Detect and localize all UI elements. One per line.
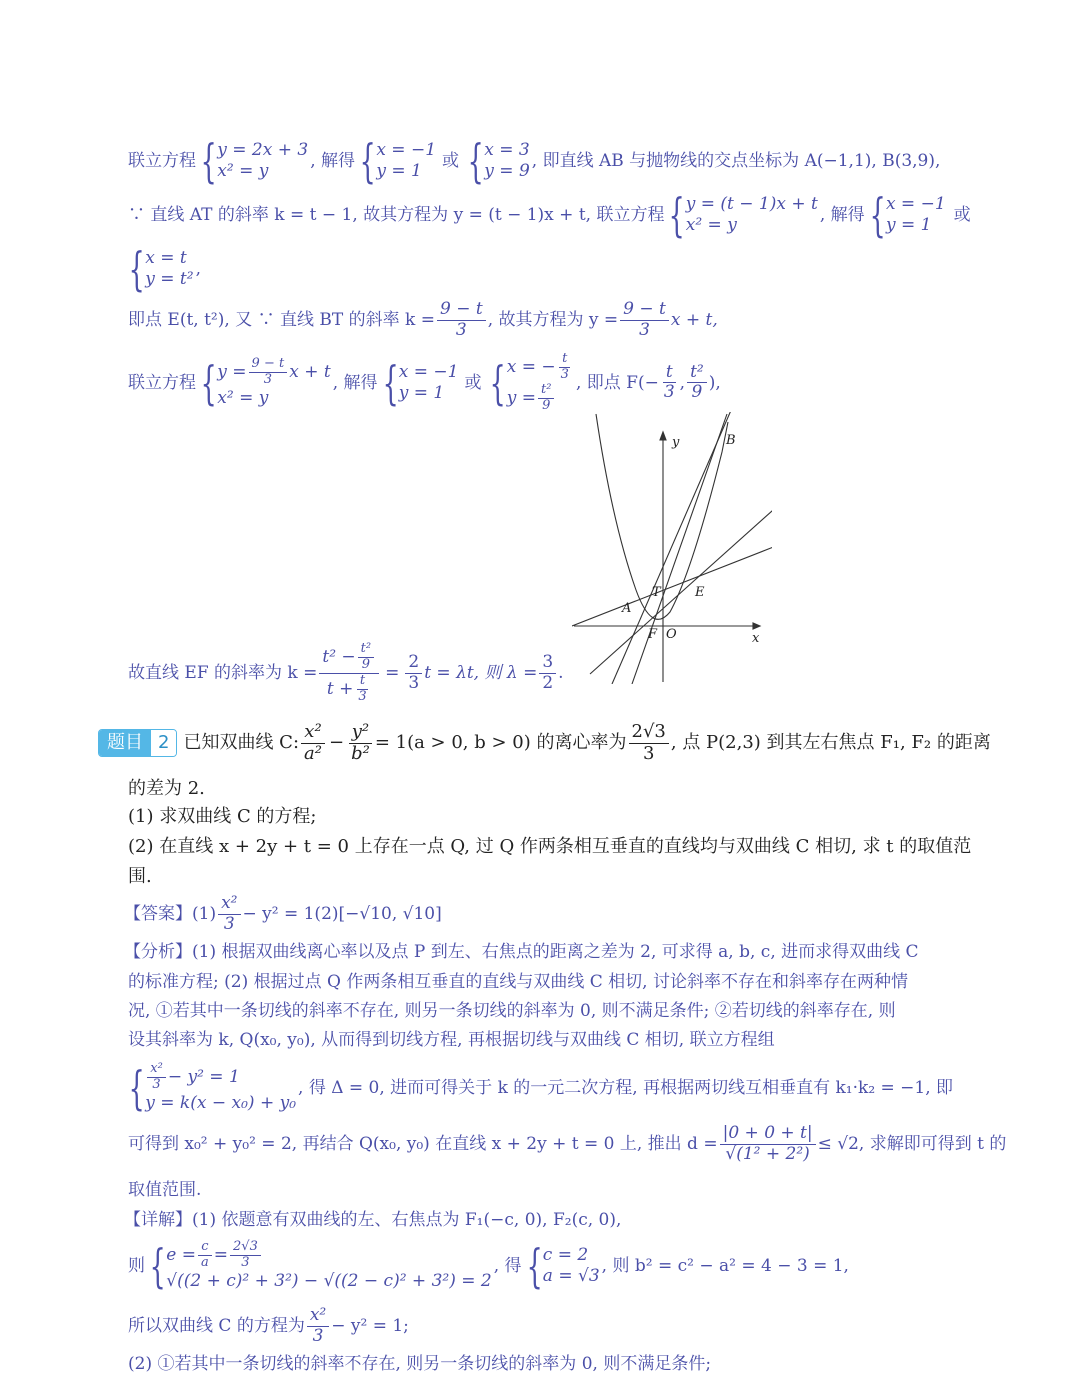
eq-row: y = 1 — [885, 215, 932, 235]
eq-row: x = −1 — [398, 361, 459, 382]
numerator: |0 + 0 + t| — [720, 1124, 816, 1145]
fraction — [230, 1240, 261, 1271]
eq-row — [166, 1240, 491, 1271]
numerator: t — [357, 674, 368, 690]
fraction — [147, 1062, 166, 1093]
text: t + — [326, 678, 354, 699]
text: 故直线 EF 的斜率为 k = — [128, 663, 318, 684]
text: t = λt, 则 λ = — [424, 663, 538, 684]
text: − y² = 1; — [331, 1315, 409, 1336]
denominator: a² — [304, 742, 322, 764]
tag-number: 2 — [151, 730, 176, 756]
text: = — [385, 663, 400, 684]
text: (2) 在直线 x + 2y + t = 0 上存在一点 Q, 过 Q 作两条相互垂直的直线均与双曲线 C 相切, 求 t 的取值范 — [128, 836, 972, 857]
numerator: 9 − t — [249, 357, 288, 373]
text: , 解得 — [332, 372, 378, 393]
analysis-line-3 — [128, 1001, 896, 1021]
text: y = — [506, 387, 537, 408]
text: 已知双曲线 C: — [183, 732, 300, 754]
numerator: 2 — [405, 653, 422, 674]
answer-label: 【答案】 — [124, 903, 192, 924]
denominator: 3 — [455, 319, 467, 340]
y-label: y — [672, 435, 680, 450]
text: 【分析】(1) 根据双曲线离心率以及点 P 到左、右焦点的距离之差为 2, 可求得 a, b, c, 进而求得双曲线 C — [124, 942, 919, 962]
text: 联立方程 — [128, 372, 196, 393]
text: , 得 — [493, 1255, 522, 1276]
line-ef — [632, 414, 727, 684]
line-ab — [572, 546, 772, 626]
text: 或 — [953, 204, 971, 225]
fraction — [198, 1240, 212, 1271]
eq-row — [507, 352, 574, 383]
point-a-label: A — [622, 601, 632, 616]
numerator: 2√3 — [629, 722, 669, 744]
question-2-part-2-cont — [128, 866, 152, 888]
text: 或 — [464, 372, 482, 393]
numerator: t — [559, 352, 570, 368]
denominator: 3 — [642, 742, 655, 764]
fraction — [218, 894, 240, 934]
text: , 解得 — [819, 204, 865, 225]
equation-system: { x = t y = t² — [128, 242, 194, 296]
fraction — [629, 722, 669, 764]
text: ≤ √2, 求解即可得到 t 的 — [817, 1133, 1007, 1154]
numerator: x² — [218, 894, 240, 915]
text: (1) — [192, 903, 217, 924]
denominator: 3 — [312, 1325, 324, 1346]
analysis-line-7 — [128, 1180, 201, 1200]
text: = 1(a > 0, b > 0) 的离心率为 — [374, 732, 627, 754]
fraction — [405, 653, 422, 693]
eq-row — [507, 383, 574, 414]
analysis-line-1 — [124, 942, 919, 962]
eq-row: a = √3 — [542, 1266, 600, 1287]
equation-system: { y = $\frac{9 - t}{3}$ x + t x² = y — [200, 355, 331, 410]
solution-line-2 — [128, 188, 971, 242]
equation-system: { y = (t − 1)x + t x² = y — [669, 188, 818, 242]
text: 的标准方程; (2) 根据过点 Q 作两条相互垂直的直线与双曲线 C 相切, 讨论斜率不存在和斜率存在两种情 — [128, 972, 908, 992]
equation-system: { x = −1 y = 1 — [359, 134, 437, 188]
text: , 点 P(2,3) 到其左右焦点 F₁, F₂ 的距离 — [670, 732, 991, 754]
eq-row: y = 2x + 3 — [217, 139, 309, 160]
parabola-graph — [572, 412, 772, 684]
text: 况, ①若其中一条切线的斜率不存在, 则另一条切线的斜率为 0, 则不满足条件; ②若切线的斜率存在, 则 — [128, 1001, 896, 1021]
numerator: x² — [147, 1062, 166, 1078]
numerator: t² — [538, 383, 554, 399]
text: x = − — [506, 356, 556, 377]
question-tag — [98, 729, 177, 757]
text: y = — [217, 361, 247, 382]
text: (1) 求双曲线 C 的方程; — [128, 806, 317, 827]
text: x + t — [289, 361, 331, 382]
solution-line-5: 联立方程 { y = $\frac{9 - t}{3}$ x + t x² = y , 解得 { x = −1 y = 1 或 { x = − $\frac{t}{3}$ y = $\frac{\text{t²}}{9}$ , 即点 F(− $\frac{t}{3}$ , $\frac{\text{t²}}{9}$ ), — [128, 351, 721, 413]
equation-system: { x = 3 y = 9 — [467, 134, 530, 188]
numerator: t² — [358, 642, 374, 658]
eq-row: y = k(x − x₀) + y₀ — [145, 1092, 297, 1113]
solution-line-4 — [128, 300, 718, 340]
text: = — [213, 1244, 229, 1265]
text: 【详解】(1) 依题意有双曲线的左、右焦点为 F₁(−c, 0), F₂(c, 0), — [124, 1210, 622, 1230]
text: e = — [166, 1244, 196, 1265]
detail-line-3 — [128, 1306, 409, 1346]
denominator: 3 — [408, 672, 420, 693]
denominator: √(1² + 2²) — [725, 1143, 810, 1164]
eq-row: y = 1 — [398, 382, 445, 403]
y-axis-arrow — [660, 432, 666, 440]
text: x + t, — [670, 309, 718, 330]
text: 或 — [442, 150, 460, 171]
equation-system: { x = −1 y = 1 — [382, 355, 459, 410]
analysis-line-6 — [128, 1124, 1006, 1164]
fraction — [355, 674, 369, 705]
answer-line — [124, 894, 442, 934]
text: 取值范围. — [128, 1180, 202, 1200]
text: (2) ①若其中一条切线的斜率不存在, 则另一条切线的斜率为 0, 则不满足条件; — [128, 1354, 712, 1374]
fraction — [319, 642, 379, 705]
numerator: 9 − t — [437, 300, 486, 321]
equation-system: { $\frac{\text{x²}}{3}$ − y² = 1 y = k(x − x₀) + y₀ — [128, 1061, 297, 1116]
text: 所以双曲线 C 的方程为 — [128, 1315, 305, 1336]
eq-row: x = t — [145, 247, 187, 268]
question-2-part-2 — [128, 836, 971, 858]
fraction — [301, 722, 325, 764]
denominator: 9 — [361, 656, 371, 672]
fraction — [661, 363, 678, 403]
text: , 解得 — [310, 150, 356, 171]
denominator: 9 — [691, 382, 703, 403]
text: , 则 b² = c² − a² = 4 − 3 = 1, — [601, 1255, 849, 1276]
denominator: 3 — [663, 382, 675, 403]
denominator: b² — [351, 742, 370, 764]
numerator: 9 − t — [620, 300, 669, 321]
numerator — [319, 642, 379, 674]
numerator: x² — [307, 1306, 329, 1327]
solution-line-6 — [128, 642, 564, 705]
denominator: a — [201, 1254, 209, 1270]
denominator: 9 — [542, 397, 551, 413]
point-e-label: E — [695, 585, 705, 600]
eq-row — [145, 1062, 296, 1093]
denominator: 2 — [542, 672, 554, 693]
numerator: t² — [687, 363, 707, 384]
equation-system: { e = $\frac{c}{a}$ = $\frac{2√3}{3}$ √((2 + c)² + 3²) − √((2 − c)² + 3²) = 2 — [149, 1239, 492, 1294]
fraction — [538, 383, 554, 414]
point-t-label: T — [652, 585, 661, 600]
fraction — [348, 722, 373, 764]
fraction — [620, 300, 669, 340]
tag-label: 题目 — [99, 730, 151, 756]
fraction — [539, 653, 556, 693]
fraction — [307, 1306, 329, 1346]
point-b-label: B — [726, 433, 736, 448]
detail-line-4 — [128, 1354, 711, 1374]
text: . — [558, 663, 564, 684]
denominator: 3 — [223, 913, 235, 934]
eq-row: y = 1 — [376, 161, 422, 181]
denominator: 3 — [358, 688, 367, 704]
text: 可得到 x₀² + y₀² = 2, 再结合 Q(x₀, y₀) 在直线 x + 2y + t = 0 上, 推出 d = — [128, 1133, 718, 1154]
fraction — [358, 642, 374, 673]
eq-row: x = −1 — [376, 139, 437, 160]
numerator: 3 — [539, 653, 556, 674]
solution-line-3 — [124, 242, 201, 296]
text: 设其斜率为 k, Q(x₀, y₀), 从而得到切线方程, 再根据切线与双曲线 C 相切, 联立方程组 — [128, 1030, 775, 1050]
denominator: 3 — [152, 1076, 161, 1092]
text: , — [195, 258, 201, 279]
equation-system: { c = 2 a = √3 — [526, 1239, 600, 1294]
question-2-line-1: 题目 2 已知双曲线 C: $\frac{\text{x²}}{\text{a²}}$ − $\frac{\text{y²}}{\text{b²}}$ = 1(a > 0, b > 0) 的离心率为 $\frac{2√3}{3}$ , 点 P(2,3) 到其左右焦点 F₁, F₂ 的距离 — [98, 722, 991, 764]
text: 即点 E(t, t²), 又 ∵ 直线 BT 的斜率 k = — [128, 309, 435, 330]
equation-system: { x = −1 y = 1 — [869, 188, 946, 242]
text: ), — [708, 372, 721, 393]
parabola-curve — [596, 414, 728, 619]
eq-row: x² = y — [217, 387, 269, 408]
fraction — [437, 300, 486, 340]
x-axis-arrow — [753, 623, 760, 629]
denominator: 3 — [639, 319, 650, 340]
equation-system: { y = 2x + 3 x² = y — [200, 134, 309, 188]
numerator: y² — [349, 722, 372, 744]
equation-system: { x = − $\frac{t}{3}$ y = $\frac{\text{t²}}{9}$ — [487, 352, 573, 414]
eq-row — [217, 357, 330, 388]
text: , 即直线 AB 与抛物线的交点坐标为 A(−1,1), B(3,9), — [531, 150, 941, 171]
fraction — [558, 352, 572, 383]
text: ∵ 直线 AT 的斜率 k = t − 1, 故其方程为 y = (t − 1)x + t, 联立方程 — [128, 204, 665, 225]
text: , 故其方程为 y = — [487, 309, 619, 330]
numerator: t — [663, 363, 676, 384]
eq-row: y = (t − 1)x + t — [685, 193, 818, 214]
eq-row: √((2 + c)² + 3²) − √((2 − c)² + 3²) = 2 — [166, 1270, 492, 1291]
question-2-part-1 — [128, 806, 317, 828]
analysis-line-4 — [128, 1030, 775, 1050]
text: − y² = 1(2)[−√10, √10] — [242, 903, 442, 924]
text: 的差为 2. — [128, 778, 205, 799]
fraction — [720, 1124, 816, 1164]
detail-line-2 — [128, 1240, 849, 1292]
line-bt — [612, 412, 732, 684]
x-label: x — [752, 631, 760, 646]
text: − y² = 1 — [167, 1066, 240, 1087]
numerator: c — [198, 1240, 211, 1256]
eq-row: y = t² — [145, 269, 194, 289]
eq-row: x² = y — [217, 161, 269, 181]
denominator: 3 — [263, 371, 273, 387]
analysis-line-2 — [128, 972, 908, 992]
denominator: 3 — [560, 366, 569, 382]
detail-line-1 — [124, 1210, 621, 1230]
eq-row: c = 2 — [542, 1244, 589, 1265]
eq-row: x² = y — [685, 215, 737, 235]
eq-row: x = −1 — [885, 193, 946, 214]
analysis-line-5 — [124, 1062, 953, 1114]
eq-row: x = 3 — [484, 139, 530, 160]
numerator: x² — [301, 722, 324, 744]
question-2-line-2 — [128, 778, 205, 800]
text: 联立方程 — [128, 150, 196, 171]
numerator: 2√3 — [230, 1240, 261, 1256]
text: 围. — [128, 866, 152, 887]
solution-line-1 — [128, 134, 941, 188]
text: 则 — [128, 1255, 145, 1276]
eq-row: y = 9 — [484, 161, 530, 181]
fraction — [249, 357, 288, 388]
denominator — [324, 674, 375, 705]
denominator: 3 — [241, 1254, 250, 1270]
point-f-label: F — [648, 627, 658, 642]
text: , 即点 F(− — [575, 372, 659, 393]
text: , 得 Δ = 0, 进而可得关于 k 的一元二次方程, 再根据两切线互相垂直有 k₁·k₂ = −1, 即 — [298, 1077, 954, 1098]
fraction — [687, 363, 707, 403]
point-o-label: O — [666, 627, 677, 642]
text: t² − — [322, 646, 356, 667]
